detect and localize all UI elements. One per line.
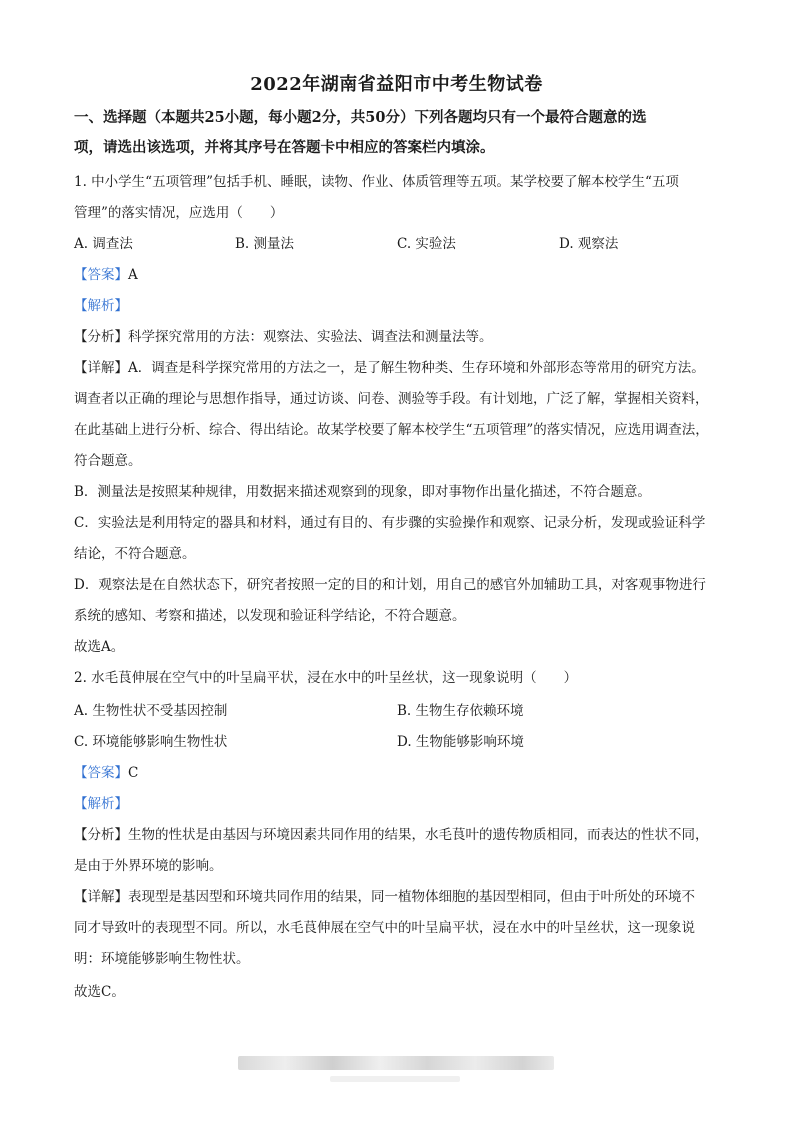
q2-fenxi-text1: 生物的性状是由基因与环境因素共同作用的结果，水毛茛叶的遗传物质相同，而表达的性状不同，: [128, 827, 709, 843]
q1-option-a: A. 调查法: [74, 236, 133, 252]
q1-detail-line7: 结论，不符合题意。: [74, 546, 196, 562]
q1-detail-line6: C．实验法是利用特定的器具和材料，通过有目的、有步骤的实验操作和观察、记录分析，发现或验证科学: [74, 515, 706, 531]
q1-detail-line8: D．观察法是在自然状态下，研究者按照一定的目的和计划，用自己的感官外加辅助工具，对客观事物进行: [74, 577, 706, 593]
q1-detail-line1: [74, 358, 705, 378]
q2-option-d: D. 生物能够影响环境: [397, 734, 524, 750]
q1-answer-value: A: [128, 267, 138, 283]
section-heading-line1: 一、选择题（本题共25小题，每小题2分，共50分）下列各题均只有一个最符合题意的选: [74, 109, 647, 126]
q1-conclusion: 故选A。: [74, 639, 125, 655]
xiangjie-tag: 【详解】: [74, 360, 128, 376]
answer-tag: 【答案】: [74, 765, 128, 781]
q1-answer: [74, 265, 138, 285]
blurred-footer-subline: [330, 1076, 460, 1082]
q2-answer-value: C: [128, 765, 139, 781]
q1-option-b: B. 测量法: [235, 236, 295, 252]
answer-tag: 【答案】: [74, 267, 128, 283]
q1-stem-line1: 1. 中小学生“五项管理”包括手机、睡眠，读物、作业、体质管理等五项。某学校要了解本校学生“五项: [74, 174, 679, 190]
q1-stem-line2: 管理”的落实情况，应选用（ ）: [74, 205, 284, 221]
q1-analysis-tag: 【解析】: [74, 298, 128, 314]
q1-detail-text1: A．调查是科学探究常用的方法之一，是了解生物种类、生存环境和外部形态等常用的研究方法。: [128, 360, 705, 376]
q1-detail-line3: 在此基础上进行分析、综合、得出结论。故某学校要了解本校学生“五项管理”的落实情况，应选用调查法，: [74, 422, 709, 438]
q2-detail-line3: 明：环境能够影响生物性状。: [74, 951, 250, 967]
q1-fenxi-text: 科学探究常用的方法：观察法、实验法、调查法和测量法等。: [128, 329, 493, 345]
q1-fenxi: [74, 327, 493, 347]
section-heading-line2: 项，请选出该选项，并将其序号在答题卡中相应的答案栏内填涂。: [74, 139, 495, 156]
page-title: 2022年湖南省益阳市中考生物试卷: [250, 74, 543, 95]
q2-option-b: B. 生物生存依赖环境: [397, 703, 524, 719]
xiangjie-tag: 【详解】: [74, 889, 128, 905]
q2-analysis-tag: 【解析】: [74, 796, 128, 812]
q2-conclusion: 故选C。: [74, 984, 125, 1000]
q2-detail-line2: 同才导致叶的表现型不同。所以，水毛茛伸展在空气中的叶呈扁平状，浸在水中的叶呈丝状，这一现象说: [74, 920, 695, 936]
fenxi-tag: 【分析】: [74, 827, 128, 843]
q2-fenxi-line2: 是由于外界环境的影响。: [74, 858, 223, 874]
fenxi-tag: 【分析】: [74, 329, 128, 345]
q2-answer: [74, 763, 138, 783]
q2-stem: 2. 水毛茛伸展在空气中的叶呈扁平状，浸在水中的叶呈丝状，这一现象说明（ ）: [74, 670, 578, 686]
q1-detail-line4: 符合题意。: [74, 453, 142, 469]
q1-detail-line2: 调查者以正确的理论与思想作指导，通过访谈、问卷、测验等手段。有计划地，广泛了解，掌握相关资料，: [74, 391, 709, 407]
q1-option-d: D. 观察法: [559, 236, 619, 252]
q2-detail-line1: [74, 887, 695, 907]
q1-option-c: C. 实验法: [397, 236, 456, 252]
q2-fenxi-line1: [74, 825, 709, 845]
blurred-footer-watermark: [238, 1056, 554, 1070]
q2-option-a: A. 生物性状不受基因控制: [74, 703, 228, 719]
q2-detail-text1: 表现型是基因型和环境共同作用的结果，同一植物体细胞的基因型相同，但由于叶所处的环境不: [128, 889, 695, 905]
q2-option-c: C. 环境能够影响生物性状: [74, 734, 228, 750]
q1-detail-line5: B．测量法是按照某种规律，用数据来描述观察到的现象，即对事物作出量化描述，不符合题意。: [74, 484, 651, 500]
q1-detail-line9: 系统的感知、考察和描述，以发现和验证科学结论，不符合题意。: [74, 608, 466, 624]
